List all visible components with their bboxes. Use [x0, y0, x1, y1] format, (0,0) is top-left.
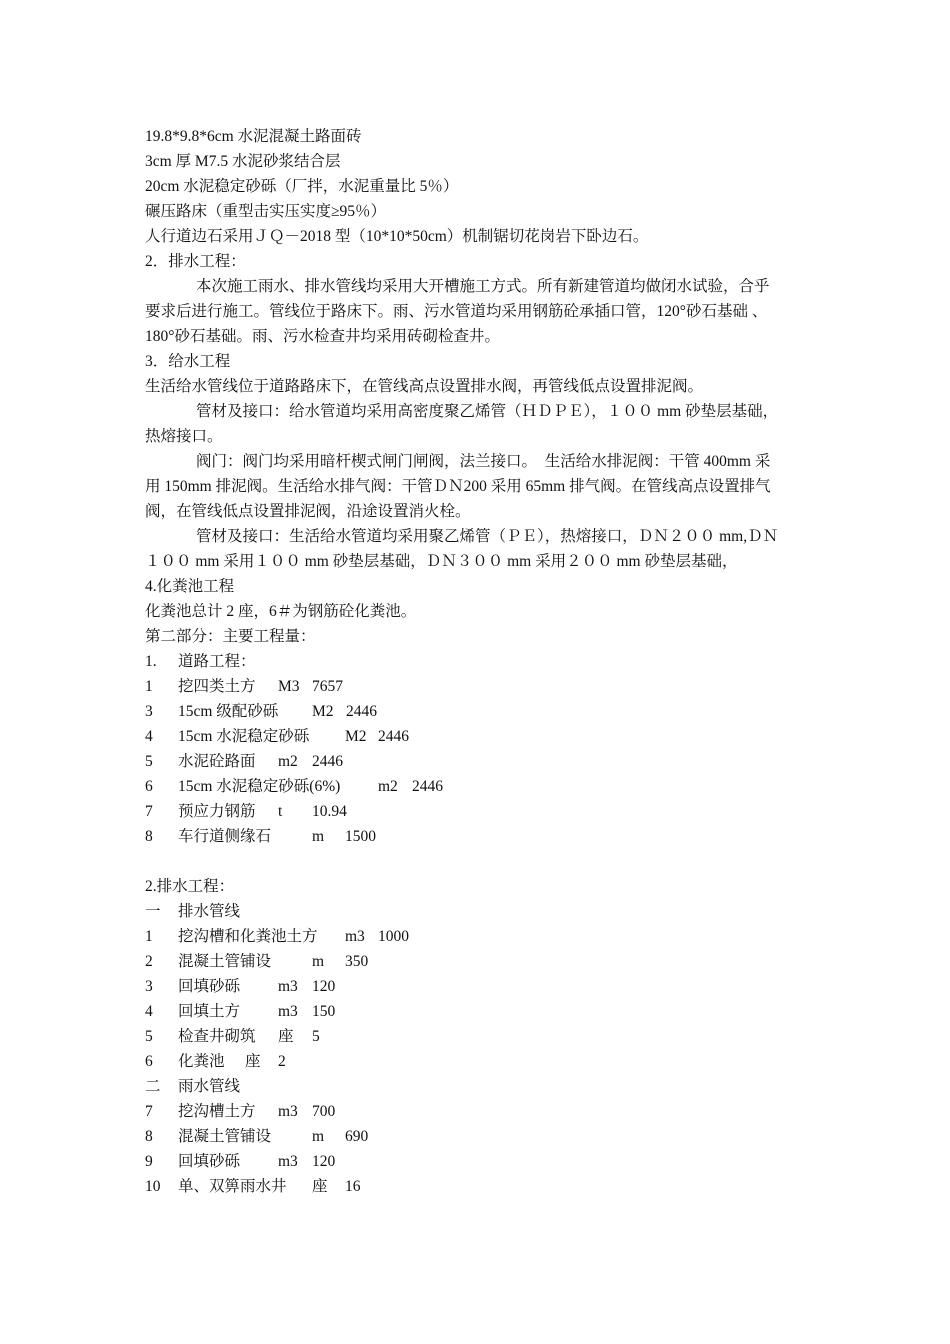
row-quantity: 2446 [312, 753, 343, 770]
row-number: 5 [145, 753, 153, 770]
row-item-name: 回填土方 [178, 1003, 241, 1020]
quantity-row [145, 1149, 815, 1174]
drainage-pipeline-group [145, 899, 815, 924]
row-unit: M2 [312, 703, 334, 720]
rainwater-pipeline-group [145, 1074, 815, 1099]
blank-line [145, 849, 815, 874]
row-item-name: 15cm 水泥稳定砂砾(6%) [178, 778, 341, 795]
row-number: 9 [145, 1153, 153, 1170]
row-number: 3 [145, 978, 153, 995]
row-item-name: 混凝土管铺设 [178, 1128, 272, 1145]
row-quantity: 120 [312, 1153, 336, 1170]
row-unit: 座 [312, 1178, 328, 1195]
row-unit: m [312, 1128, 325, 1145]
water-valve-line: 用 150mm 排泥阀。生活给水排气阀：干管ＤＮ200 采用 65mm 排气阀。在管线高点设置排气 [145, 478, 771, 495]
group-number: 一 [145, 903, 161, 920]
intro-line-roadbed: 碾压路床（重型击实压实度≥95％） [145, 203, 387, 220]
quantity-row [145, 1174, 815, 1199]
water-pipe-material-line: 热熔接口。 [145, 428, 223, 445]
quantity-row [145, 699, 815, 724]
row-quantity: 120 [312, 978, 336, 995]
quantity-row [145, 949, 815, 974]
row-unit: M2 [345, 728, 367, 745]
row-item-name: 挖沟槽土方 [178, 1103, 256, 1120]
domestic-pipe-material-line: 管材及接口：生活给水管道均采用聚乙烯管（ＰＥ），热熔接口，ＤＮ２００ mm,ＤＮ [196, 528, 779, 545]
row-number: 4 [145, 1003, 153, 1020]
row-quantity: 2446 [378, 728, 409, 745]
quantity-row [145, 999, 815, 1024]
row-item-name: 检查井砌筑 [178, 1028, 256, 1045]
domestic-pipe-material-line: １００ mm 采用１００ mm 砂垫层基础，ＤＮ３００ mm 采用２００ mm 砂垫层基础， [145, 553, 738, 570]
quantity-row [145, 1099, 815, 1124]
row-number: 10 [145, 1178, 161, 1195]
row-item-name: 15cm 水泥稳定砂砾 [178, 728, 310, 745]
row-quantity: 690 [345, 1128, 369, 1145]
water-supply-intro-line: 生活给水管线位于道路路床下，在管线高点设置排水阀，再管线低点设置排泥阀。 [145, 378, 704, 395]
intro-line-paving-brick: 19.8*9.8*6cm 水泥混凝土路面砖 [145, 128, 362, 145]
water-pipe-material-line: 管材及接口：给水管道均采用高密度聚乙烯管（ＨＤＰＥ），１００ mm 砂垫层基础， [196, 403, 779, 420]
part-two-heading: 第二部分：主要工程量： [145, 628, 316, 645]
quantity-row [145, 674, 815, 699]
row-unit: M3 [278, 678, 300, 695]
row-unit: m3 [278, 1003, 298, 1020]
quantity-row [145, 1024, 815, 1049]
group-number: 二 [145, 1078, 161, 1095]
row-unit: t [278, 803, 283, 820]
row-number: 6 [145, 1053, 153, 1070]
row-item-name: 预应力钢筋 [178, 803, 256, 820]
row-quantity: 1500 [345, 828, 376, 845]
row-quantity: 350 [345, 953, 369, 970]
row-quantity: 5 [312, 1028, 320, 1045]
row-unit: m [312, 953, 325, 970]
drainage-paragraph-line: 180°砂石基础。雨、污水检查井均采用砖砌检查井。 [145, 328, 500, 345]
row-number: 8 [145, 828, 153, 845]
quantity-row [145, 799, 815, 824]
row-number: 8 [145, 1128, 153, 1145]
row-item-name: 回填砂砾 [178, 978, 241, 995]
row-number: 7 [145, 1103, 153, 1120]
water-valve-line: 阀，在管线低点设置排泥阀，沿途设置消火栓。 [145, 503, 471, 520]
row-number: 6 [145, 778, 153, 795]
road-works-title: 道路工程： [178, 653, 256, 670]
section-heading-septic-tank: 4.化粪池工程 [145, 578, 235, 595]
row-unit: m3 [345, 928, 365, 945]
intro-line-mortar-layer: 3cm 厚 M7.5 水泥砂浆结合层 [145, 153, 341, 170]
row-quantity: 150 [312, 1003, 336, 1020]
intro-line-stabilized-gravel: 20cm 水泥稳定砂砾（厂拌，水泥重量比 5％） [145, 178, 459, 195]
drainage-works-heading: 2.排水工程： [145, 878, 235, 895]
drainage-paragraph-line: 要求后进行施工。管线位于路床下。雨、污水管道均采用钢筋砼承插口管，120°砂石基础 、 [145, 303, 768, 320]
group-title: 雨水管线 [178, 1078, 241, 1095]
row-item-name: 15cm 级配砂砾 [178, 703, 279, 720]
row-item-name: 回填砂砾 [178, 1153, 241, 1170]
row-unit: m3 [278, 978, 298, 995]
section-heading-water-supply: 3．给水工程 [145, 353, 231, 370]
quantity-row [145, 1049, 815, 1074]
drainage-paragraph-line: 本次施工雨水、排水管线均采用大开槽施工方式。所有新建管道均做闭水试验，合乎 [196, 278, 770, 295]
row-number: 3 [145, 703, 153, 720]
row-quantity: 16 [345, 1178, 361, 1195]
row-quantity: 2446 [412, 778, 443, 795]
row-quantity: 700 [312, 1103, 336, 1120]
row-unit: m2 [278, 753, 298, 770]
row-item-name: 单、双箅雨水井 [178, 1178, 287, 1195]
row-number: 1 [145, 678, 153, 695]
row-unit: 座 [278, 1028, 294, 1045]
road-works-heading [145, 649, 815, 674]
document-page [145, 124, 815, 1199]
road-works-number: 1. [145, 653, 157, 670]
row-quantity: 2 [278, 1053, 286, 1070]
row-item-name: 化粪池 [178, 1053, 225, 1070]
row-quantity: 2446 [346, 703, 377, 720]
row-unit: m [312, 828, 325, 845]
row-item-name: 挖四类土方 [178, 678, 256, 695]
row-unit: 座 [245, 1053, 261, 1070]
row-quantity: 10.94 [312, 803, 347, 820]
septic-tank-line: 化粪池总计 2 座，6＃为钢筋砼化粪池。 [145, 603, 417, 620]
row-number: 4 [145, 728, 153, 745]
intro-line-curbstone: 人行道边石采用ＪＱ－2018 型（10*10*50cm）机制锯切花岗岩下卧边石。 [145, 228, 649, 245]
quantity-row [145, 724, 815, 749]
quantity-row [145, 749, 815, 774]
row-number: 5 [145, 1028, 153, 1045]
row-unit: m3 [278, 1153, 298, 1170]
row-number: 2 [145, 953, 153, 970]
row-unit: m2 [378, 778, 398, 795]
row-quantity: 1000 [378, 928, 409, 945]
row-item-name: 水泥砼路面 [178, 753, 256, 770]
quantity-row [145, 974, 815, 999]
row-unit: m3 [278, 1103, 298, 1120]
row-number: 1 [145, 928, 153, 945]
row-quantity: 7657 [312, 678, 343, 695]
water-valve-line: 阀门：阀门均采用暗杆楔式闸门闸阀，法兰接口。 生活给水排泥阀：干管 400mm 采 [196, 453, 771, 470]
group-title: 排水管线 [178, 903, 241, 920]
quantity-row [145, 774, 815, 799]
row-item-name: 混凝土管铺设 [178, 953, 272, 970]
quantity-row [145, 824, 815, 849]
section-heading-drainage: 2．排水工程： [145, 253, 246, 270]
row-number: 7 [145, 803, 153, 820]
quantity-row [145, 1124, 815, 1149]
row-item-name: 车行道侧缘石 [178, 828, 272, 845]
row-item-name: 挖沟槽和化粪池土方 [178, 928, 318, 945]
quantity-row [145, 924, 815, 949]
